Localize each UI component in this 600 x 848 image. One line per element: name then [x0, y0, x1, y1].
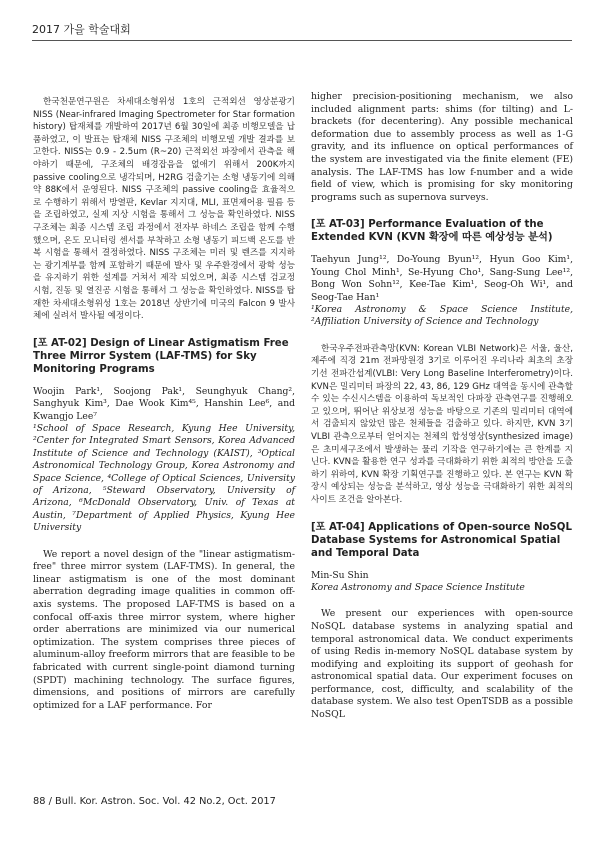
at04-title: [포 AT-04] Applications of Open-source NoSQL Database Systems for Astronomical Spatial and Temporal Data	[311, 521, 572, 559]
at02-authors: Woojin Park¹, Soojong Pak¹, Seunghyuk Chang², Sanghyuk Kim³, Dae Wook Kim⁴⁵, Hanshin Lee⁶, and Kwangjo Lee⁷	[33, 385, 295, 422]
at03-title: [포 AT-03] Performance Evaluation of the Extended KVN (KVN 확장에 따른 예상성능 분석)	[311, 219, 553, 244]
right-column	[311, 91, 573, 722]
footer-citation: 88 / Bull. Kor. Astron. Soc. Vol. 42 No.2, Oct. 2017	[33, 796, 276, 807]
at04-affiliation: Korea Astronomy and Space Science Institute	[311, 581, 525, 593]
at02-affiliations: ¹School of Space Research, Kyung Hee University, ²Center for Integrated Smart Sensors, Korea Advanced Institute of Science and Technology (KAIST), ³Optical Astronomical Technology Group, Korea Astronomy and Space Science, ⁴College of Optical Sciences, University of Arizona, ⁵Steward Observatory, University of Arizona, ⁶McDonald Observatory, Univ. of Texas at Austin, ⁷Department of Applied Physics, Kyung Hee University	[33, 422, 295, 534]
at03-abstract-body: 한국우주전파관측망(KVN: Korean VLBI Network)은 서울, 울산, 제주에 직경 21m 전파망원경 3기로 이루어진 우리나라 최초의 초장기선 전파간섭계(VLBI: Very Long Baseline Interferometry)이다. KVN은 밀리미터 파장의 22, 43, 86, 129 GHz 대역을 동시에 관측할 수 있는 수신시스템을 이용하여 독보적인 다파장 관측연구를 진행해오고 있으며, 뛰어난 위상보정 성능을 바탕으로 기존의 밀리미터 대역에서 검출되지 않았던 많은 천체들을 검출하고 있다. 하지만, KVN 3기 VLBI 관측으로부터 얻어지는 천체의 합성영상(synthesized image)은 초미세구조에서 발생하는 물리 기작을 연구하기에는 큰 한계를 지닌다. KVN을 활용한 연구 성과를 극대화하기 위한 최적의 방안을 도출하기 위하여, KVN 확장 기획연구를 진행하고 있다. 본 연구는 KVN 확장시 예상되는 성능을 분석하고, 영상 성능을 극대화하기 위한 최적의 사이트 조건을 알아본다.	[311, 343, 573, 505]
page-footer	[33, 796, 276, 807]
header-title: 2017 가을 학술대회	[32, 23, 131, 36]
at02-abstract-body: We report a novel design of the "linear astigmatism-free" three mirror system (LAF-TMS). In general, the linear astigmatism is one of the most dominant aberration degrading image qualities in common off-axis systems. The proposed LAF-TMS is based on a confocal off-axis three mirror system, where higher order aberrations are minimized via our numerical optimization. The system comprises three pieces of aluminum-alloy freeform mirrors that are feasible to be fabricated with current single-point diamond turning (SPDT) machining technology. The surface figures, dimensions, and positions of mirrors are carefully optimized for a LAF performance. For	[33, 548, 295, 711]
at04-abstract-body: We present our experiences with open-source NoSQL database systems in analyzing spatial and temporal astronomical data. We conduct experiments of using Redis in-memory NoSQL database system by modifying and exploiting its support of geohash for astronomical spatial data. Our experiment focuses on performance, cost, difficulty, and scalability of the database system. We also test OpenTSDB as a possible NoSQL	[311, 608, 573, 721]
left-column	[33, 96, 295, 712]
at04-authors: Min-Su Shin	[311, 569, 369, 581]
at02-title: [포 AT-02] Design of Linear Astigmatism Free Three Mirror System (LAF-TMS) for Sky Monitoring Programs	[33, 337, 289, 375]
niss-abstract-body: 한국천문연구원은 차세대소형위성 1호의 근적외선 영상분광기 NISS (Near-infrared Imaging Spectrometer for Star formation history) 탑재체를 개발하여 2017년 6월 30일에 최종 비행모델을 납품하였고, 이 발표는 탑재체 NISS 구조체의 비행모델 개발 결과를 보고한다. NISS는 0.9 - 2.5um (R~20) 근적외선 파장에서 관측을 해야하기 때문에, 구조체의 배경잡음을 없애기 위해서 200K까지 passive cooling으로 냉각되며, H2RG 검출기는 소형 냉동기에 의해 약 88K에서 운영된다. NISS 구조체의 passive cooling을 효율적으로 수행하기 위해서 방열판, Kevlar 지지대, MLI, 표면제어용 필름 등을 조립하였고, 실제 지상 시험을 통해서 그 성능을 확인하였다. NISS 구조체는 최종 시스템 조립 과정에서 전자부 하네스 조립을 함께 수행했으며, 온도 모니터링 센서를 부착하고 소형 냉동기 피드백 온도를 반복 시험을 통해서 결정하였다. NISS 구조체는 미러 및 렌즈를 지지하는 광기계부를 함께 포함하기 때문에 발사 및 우주환경에서 광학 성능을 유지하기 위한 설계를 거쳐서 제작 되었으며, 최종 시스템 검교정 시험, 진동 및 열진공 시험을 통해서 그 성능을 확인하였다. NISS를 탑재한 차세대소형위성 1호는 2018년 상반기에 미국의 Falcon 9 발사체에 실려서 발사될 예정이다.	[33, 97, 295, 322]
at03-authors: Taehyun Jung¹², Do-Young Byun¹², Hyun Goo Kim¹, Young Chol Minh¹, Se-Hyung Cho¹, Sang-Sung Lee¹², Bong Won Sohn¹², Kee-Tae Kim¹, Seog-Oh Wi¹, and Seog-Tae Han¹	[311, 254, 573, 303]
at03-affiliations: ¹Korea Astronomy & Space Science Institute, ²Affiliation University of Science and Technology	[311, 303, 573, 328]
at02-abstract-continued: higher precision-positioning mechanism, we also included alignment parts: shims (for tilting) and L-brackets (for decentering). Any possible mechanical deformation due to assembly process as well as 1-G gravity, and its influence on optical performances of the system are investigated via the finite element (FE) analysis. The LAF-TMS has low f-number and a wide field of view, which is promising for sky monitoring programs such as supernova surveys.	[311, 91, 573, 203]
running-header	[32, 18, 572, 41]
